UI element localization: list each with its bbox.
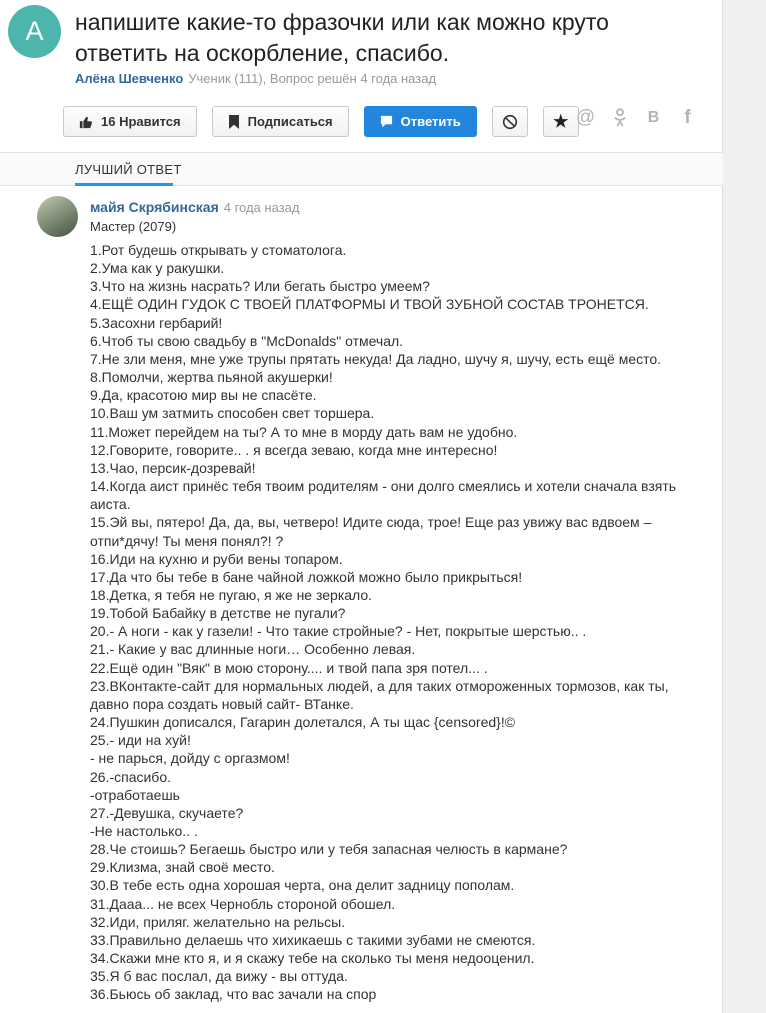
tab-active-underline [75,183,173,186]
subscribe-button[interactable] [212,106,349,137]
question-title: напишите какие-то фразочки или как можно круто ответить на оскорбление, спасибо. [75,9,609,66]
like-button-label: 16 Нравится [101,114,181,129]
question-author-link[interactable]: Алёна Шевченко [75,71,184,86]
like-button[interactable] [63,106,197,137]
bookmark-icon [228,115,240,129]
answer-time: 4 года назад [223,200,300,215]
reply-button-label: Ответить [400,114,461,129]
answer-author-link[interactable]: майя Скрябинская [90,199,219,215]
facebook-share-icon[interactable]: f [684,107,691,128]
favorite-button[interactable] [543,106,579,137]
thumb-up-icon [79,115,93,129]
question-meta: Ученик (111), Вопрос решён 4 года назад [188,71,437,86]
answer-author-avatar[interactable] [37,196,78,237]
vk-share-icon[interactable]: В [647,109,660,126]
block-button[interactable] [492,106,528,137]
reply-button[interactable] [364,106,477,137]
question-actions [63,106,579,137]
answer-author-rank: Мастер (2079) [90,219,177,234]
block-icon [502,114,518,130]
answer-byline [90,199,299,215]
best-answer-band [0,152,723,186]
mailru-share-icon[interactable]: @ [575,107,596,128]
star-icon: ★ [553,112,569,131]
share-bar [576,107,697,129]
question-byline [75,71,436,86]
tab-best-answer[interactable]: ЛУЧШИЙ ОТВЕТ [75,161,182,177]
subscribe-button-label: Подписаться [247,114,333,129]
question-author-avatar: А [8,5,61,58]
odnoklassniki-share-icon[interactable] [610,107,629,129]
speech-bubble-icon [380,115,393,128]
answer-text: 1.Рот будешь открывать у стоматолога. 2.Ума как у ракушки. 3.Что на жизнь насрать? Или бегать быстро умеем? 4.ЕЩЁ ОДИН ГУДОК С ТВОЕЙ ПЛАТФОРМЫ И ТВОЙ ЗУБНОЙ СОСТАВ ТРОНЕТСЯ. 5.Засохни гербарий! 6.Чтоб ты свою свадьбу в "McDonalds" отмечал. 7.Не зли меня, мне уже трупы прятать некуда! Да ладно, шучу я, шучу, есть ещё место. 8.Помолчи, жертва пьяной акушерки! 9.Да, красотою мир вы не спасёте. 10.Ваш ум затмить способен свет торшера. 11.Может перейдем на ты? А то мне в морду дать вам не удобно. 12.Говорите, говорите.. . я всегда зеваю, когда мне интересно! 13.Чао, персик-дозревай! 14.Когда аист принёс тебя твоим родителям - они долго смеялись и хотели сначала взять аиста. 15.Эй вы, пятеро! Да, да, вы, четверо! Идите сюда, трое! Еще раз увижу вас вдвоем – отпи*дячу! Ты меня понял?! ? 16.Иди на кухню и руби вены топаром. 17.Да что бы тебе в бане чайной ложкой можно было прикрыться! 18.Детка, я тебя не пугаю, я же не зеркало. 19.Тобой Бабайку в детстве не пугали? 20.- А ноги - как у газели! - Что такие стройные? - Нет, покрытые шерстью.. . 21.- Какие у вас длинные ноги… Особенно левая. 22.Ещё один "Вяк" в мою сторону.... и твой папа зря потел... . 23.ВКонтакте-сайт для нормальных людей, а для таких отмороженных тормозов, как ты, давно пора создать новый сайт- ВТанке. 24.Пушкин дописался, Гагарин долетался, А ты щас {censored}!© 25.- иди на хуй! - не парься, дойду с оргазмом! 26.-спасибо. -отработаешь 27.-Девушка, скучаете? -Не настолько.. . 28.Че стоишь? Бегаешь быстро или у тебя запасная челюсть в кармане? 29.Клизма, знай своё место. 30.В тебе есть одна хорошая черта, она делит задницу пополам. 31.Дааа... не всех Чернобль стороной обошел. 32.Иди, приляг. желательно на рельсы. 33.Правильно делаешь что хихикаешь с такими зубами не смеются. 34.Скажи мне кто я, и я скажу тебе на сколько ты меня недооценил. 35.Я б вас послал, да вижу - вы оттуда. 36.Бьюсь об заклад, что вас зачали на спор [90,242,677,1003]
